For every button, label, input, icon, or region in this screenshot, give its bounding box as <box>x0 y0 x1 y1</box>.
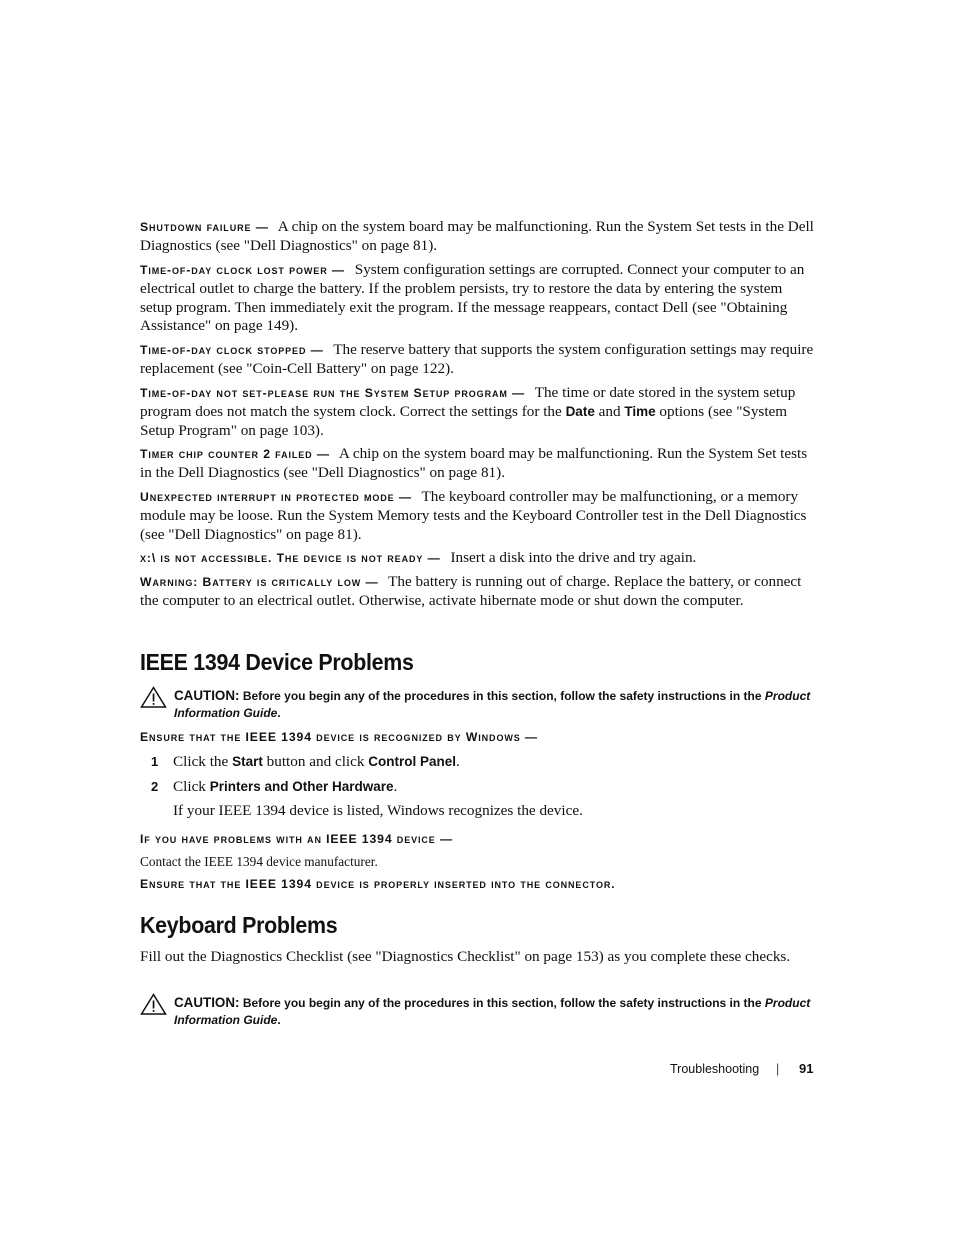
error-text: The time or date stored in the system setup program does not match the system clock. Correct the settings for the <box>140 384 796 420</box>
error-entry <box>140 445 815 483</box>
caution-guide-title: Product Information Guide <box>174 689 811 720</box>
problems-device-label: If you have problems with an IEEE 1394 device — <box>140 832 454 846</box>
error-label: Time-of-day not set-please run the System Setup program — <box>140 386 526 400</box>
footer-section-name: Troubleshooting <box>670 1062 760 1076</box>
start-menu-term: Start <box>232 754 263 769</box>
error-entry <box>140 549 815 568</box>
step-text <box>173 777 813 796</box>
error-label: Timer chip counter 2 failed — <box>140 447 330 461</box>
step-text-part: Click the <box>173 753 229 770</box>
date-option: Date <box>565 403 595 419</box>
caution-note <box>140 686 815 722</box>
error-entry <box>140 261 815 336</box>
ensure-inserted-label: Ensure that the IEEE 1394 device is properly inserted into the connector. <box>140 877 616 891</box>
step-2 <box>140 777 815 797</box>
warning-triangle-icon <box>140 993 167 1015</box>
caution-label: CAUTION: <box>174 995 240 1010</box>
step-number: 1 <box>151 754 159 769</box>
ensure-recognized-label: Ensure that the IEEE 1394 device is recognized by Windows — <box>140 730 539 744</box>
section-heading-keyboard: Keyboard Problems <box>140 912 338 938</box>
step-1 <box>140 752 815 772</box>
contact-manufacturer-text: Contact the IEEE 1394 device manufacturer. <box>140 854 378 869</box>
error-text: The keyboard controller may be malfunctioning, or a memory module may be loose. Run the System Memory tests and the Keyboard Controller test in the Dell Diagnostics (see "Dell Diagnostics" on page 81). <box>140 488 807 543</box>
error-label: Time-of-day clock stopped — <box>140 343 324 357</box>
caution-text <box>174 995 814 1028</box>
error-text: and <box>598 402 621 420</box>
error-entry <box>140 218 815 256</box>
caution-text <box>174 688 814 721</box>
step-text <box>173 752 813 771</box>
error-text: A chip on the system board may be malfunctioning. Run the System Set tests in the Dell Diagnostics (see "Dell Diagnostics" on page 81). <box>140 445 808 481</box>
section-heading-ieee: IEEE 1394 Device Problems <box>140 649 414 675</box>
step-text-part: . <box>393 778 398 795</box>
caution-note <box>140 993 815 1029</box>
error-entry <box>140 488 815 544</box>
error-text: Insert a disk into the drive and try again. <box>450 549 697 566</box>
caution-end: . <box>277 1012 281 1027</box>
error-label: Unexpected interrupt in protected mode — <box>140 490 412 504</box>
error-label: Shutdown failure — <box>140 220 269 234</box>
error-label: Time-of-day clock lost power — <box>140 263 345 277</box>
step-text-part: . <box>456 753 460 770</box>
page-number: 91 <box>799 1061 814 1076</box>
step-text-part: Click <box>173 778 206 795</box>
error-entry <box>140 573 815 611</box>
footer-separator: | <box>776 1062 780 1076</box>
error-entry <box>140 384 815 440</box>
caution-label: CAUTION: <box>174 688 240 703</box>
error-text: A chip on the system board may be malfunctioning. Run the System Set tests in the Dell Diagnostics (see "Dell Diagnostics" on page 81). <box>140 218 814 254</box>
caution-body: Before you begin any of the procedures in this section, follow the safety instructions in the <box>242 996 762 1010</box>
caution-end: . <box>277 705 281 720</box>
error-label: Warning: Battery is critically low — <box>140 575 379 589</box>
caution-body: Before you begin any of the procedures in this section, follow the safety instructions in the <box>242 689 762 703</box>
error-label: x:\ is not accessible. The device is not ready — <box>140 551 441 565</box>
printers-hardware-term: Printers and Other Hardware <box>209 779 394 794</box>
error-text: The battery is running out of charge. Replace the battery, or connect the computer to an electrical outlet. Otherwise, activate hibernate mode or shut down the computer. <box>140 573 802 609</box>
error-text: options (see "System Setup Program" on page 103). <box>140 402 788 439</box>
error-text: System configuration settings are corrupted. Connect your computer to an electrical outlet to charge the battery. If the problem persists, try to restore the data by entering the system setup program. Then immediately exit the program. If the message reappears, contact Dell (see "Obtaining Assistance" on page 149). <box>140 261 805 335</box>
warning-triangle-icon <box>140 686 167 708</box>
step-text-part: button and click <box>266 753 365 770</box>
time-option: Time <box>624 403 656 419</box>
error-entry <box>140 341 815 379</box>
caution-guide-title: Product Information Guide <box>174 996 811 1027</box>
control-panel-term: Control Panel <box>368 754 457 769</box>
step-note: If your IEEE 1394 device is listed, Windows recognizes the device. <box>173 802 583 819</box>
keyboard-intro: Fill out the Diagnostics Checklist (see "Diagnostics Checklist" on page 153) as you complete these checks. <box>140 948 791 965</box>
error-text: The reserve battery that supports the system configuration settings may require replacement (see "Coin-Cell Battery" on page 122). <box>140 341 814 377</box>
step-number: 2 <box>151 779 159 794</box>
